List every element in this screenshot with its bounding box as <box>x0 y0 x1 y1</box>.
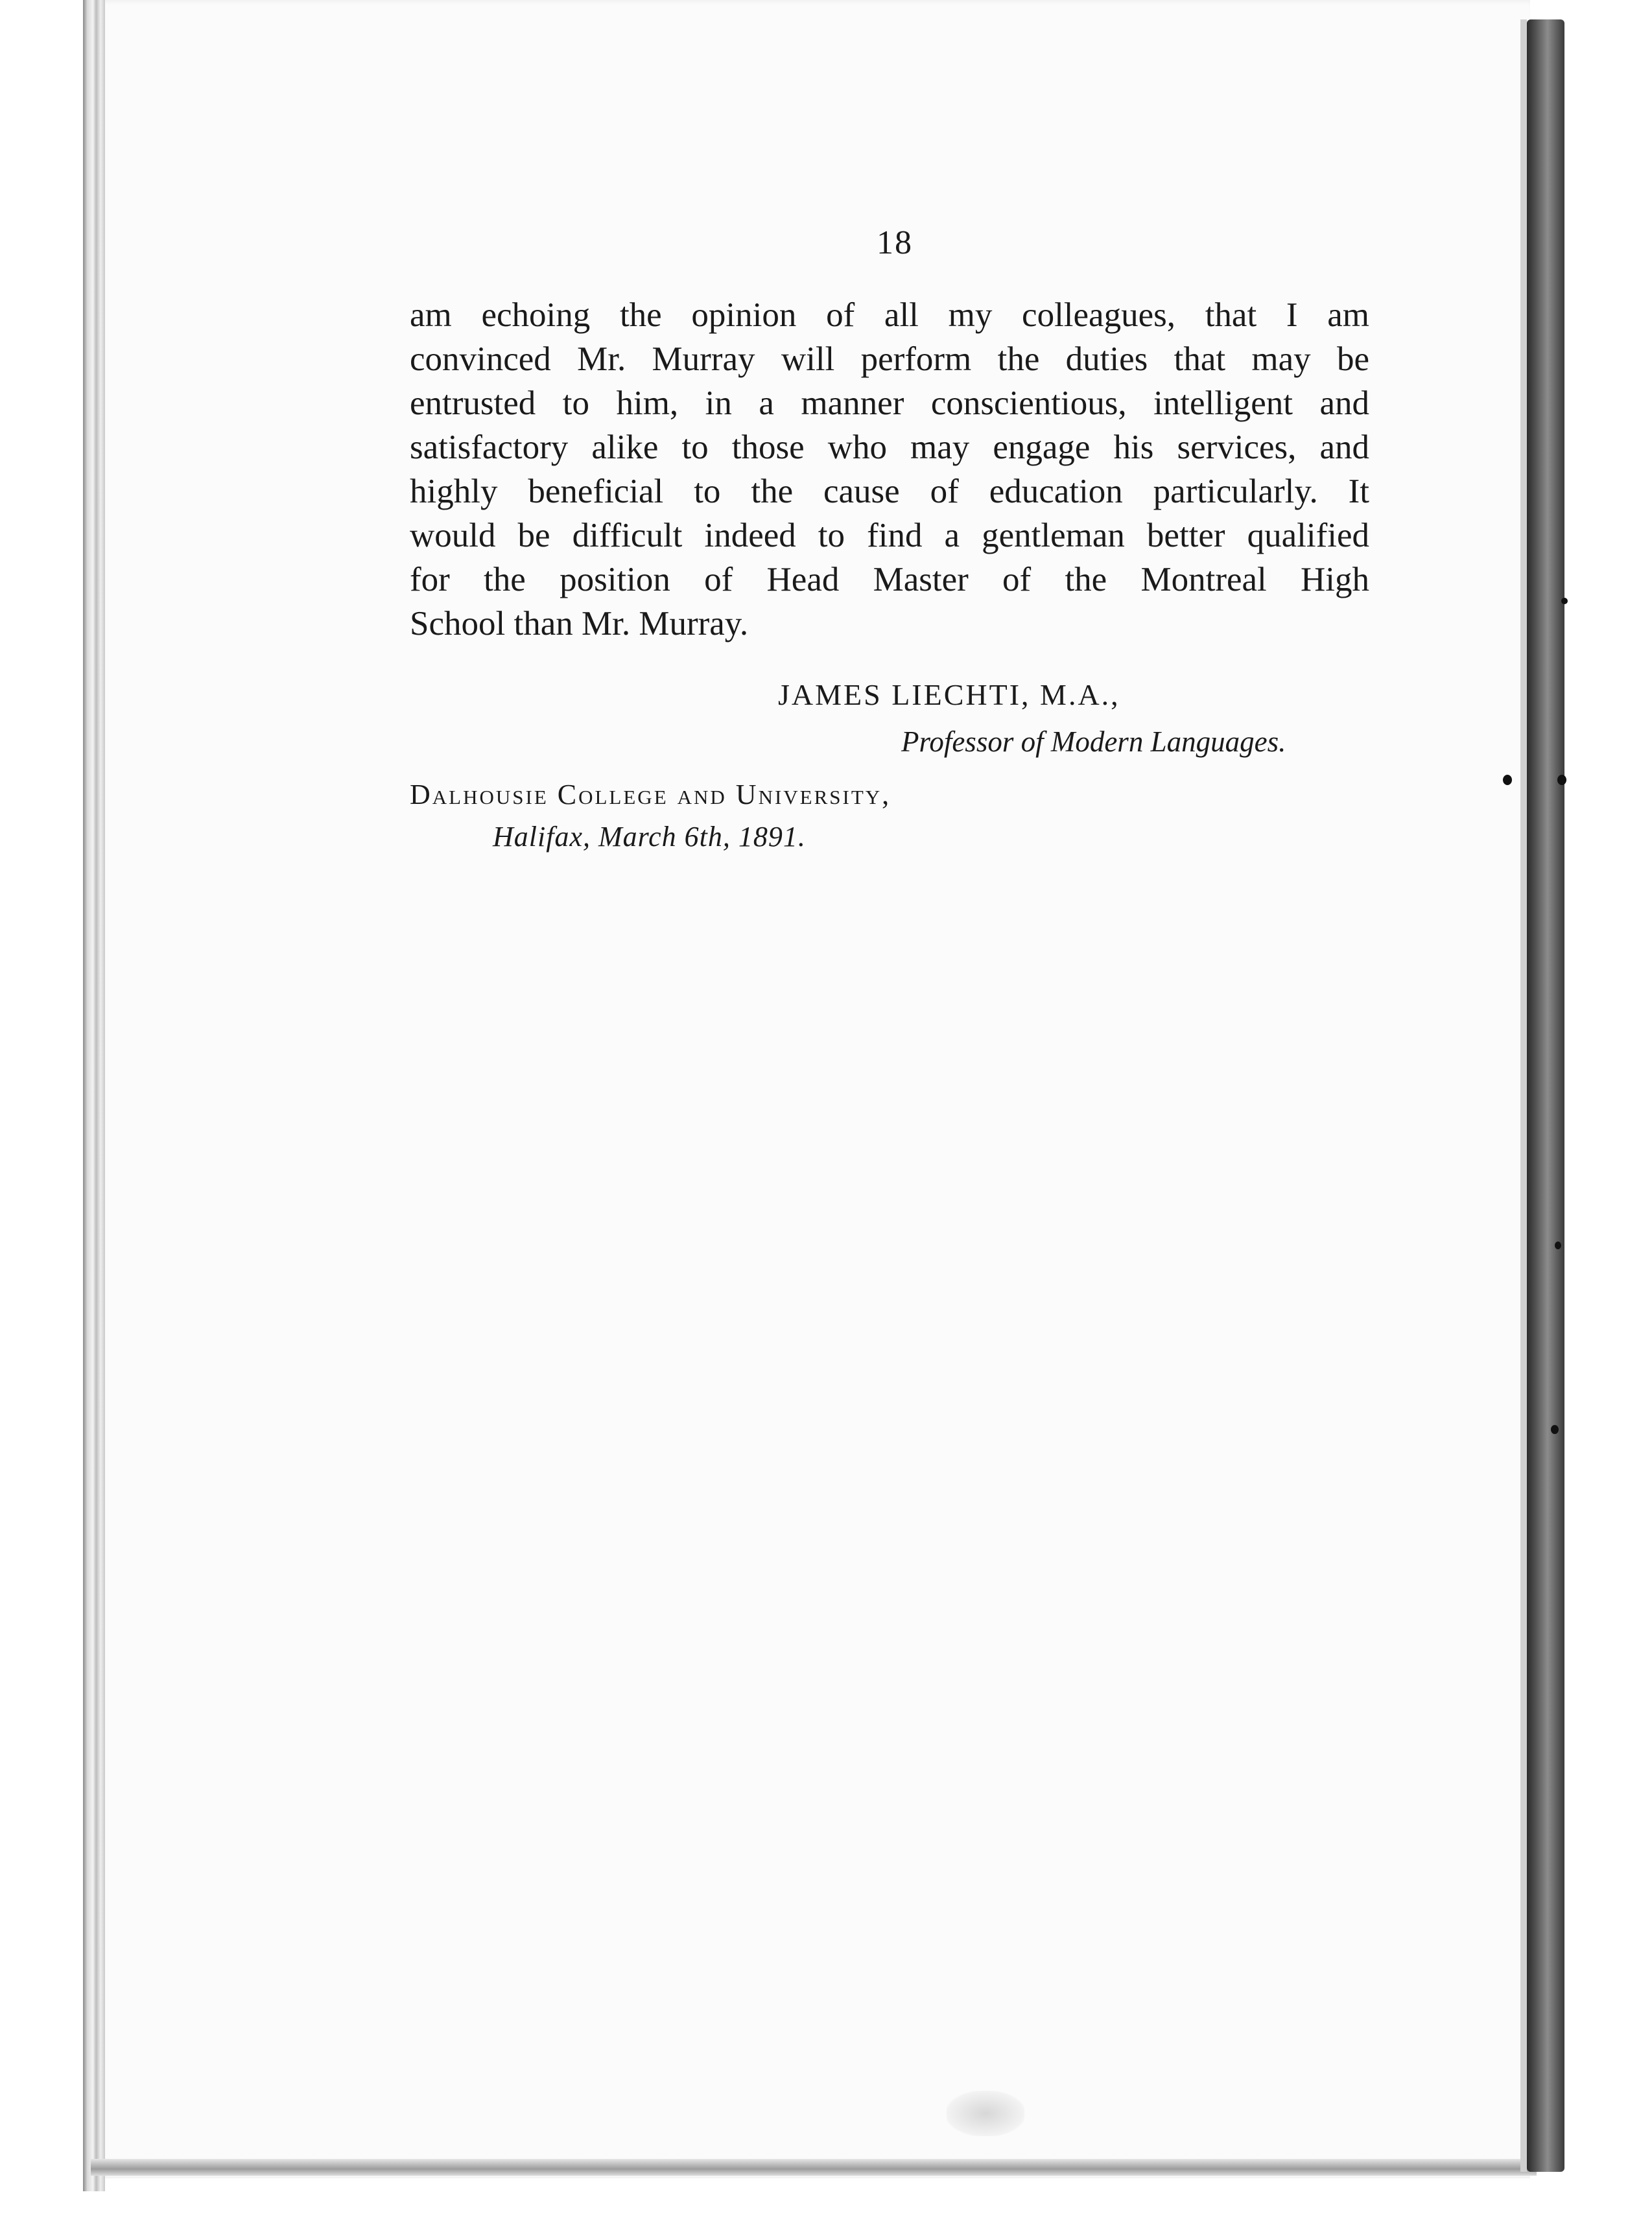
page-tear-mark <box>947 2091 1024 2136</box>
binding-mark <box>1561 598 1568 604</box>
text-line: satisfactory alike to those who may engage his services, and <box>410 429 1369 466</box>
binding-mark <box>1557 775 1566 785</box>
page-left-edge <box>83 0 105 2191</box>
binding-highlight <box>1520 19 1527 2172</box>
page-number: 18 <box>877 224 913 261</box>
signatory-name: JAMES LIECHTI, M.A., <box>778 678 1120 711</box>
text-line: entrusted to him, in a manner conscientious, intelligent and <box>410 384 1369 422</box>
page-bottom-edge <box>91 2159 1537 2176</box>
place-date-line: Halifax, March 6th, 1891. <box>493 821 806 853</box>
signatory-title: Professor of Modern Languages. <box>901 725 1286 758</box>
binding-mark <box>1551 1425 1559 1434</box>
book-binding <box>1527 19 1564 2172</box>
text-line: School than Mr. Murray. <box>410 605 749 642</box>
text-line: highly beneficial to the cause of education particularly. It <box>410 473 1369 510</box>
text-line: would be difficult indeed to find a gentleman better qualified <box>410 517 1369 554</box>
body-paragraph <box>410 293 1369 646</box>
institution-line: Dalhousie College and University, <box>410 779 891 810</box>
binding-mark <box>1555 1242 1561 1249</box>
text-line: for the position of Head Master of the Montreal High <box>410 561 1369 598</box>
binding-mark <box>1503 775 1512 785</box>
text-line: am echoing the opinion of all my colleagues, that I am <box>410 296 1369 334</box>
text-line: convinced Mr. Murray will perform the duties that may be <box>410 340 1369 378</box>
